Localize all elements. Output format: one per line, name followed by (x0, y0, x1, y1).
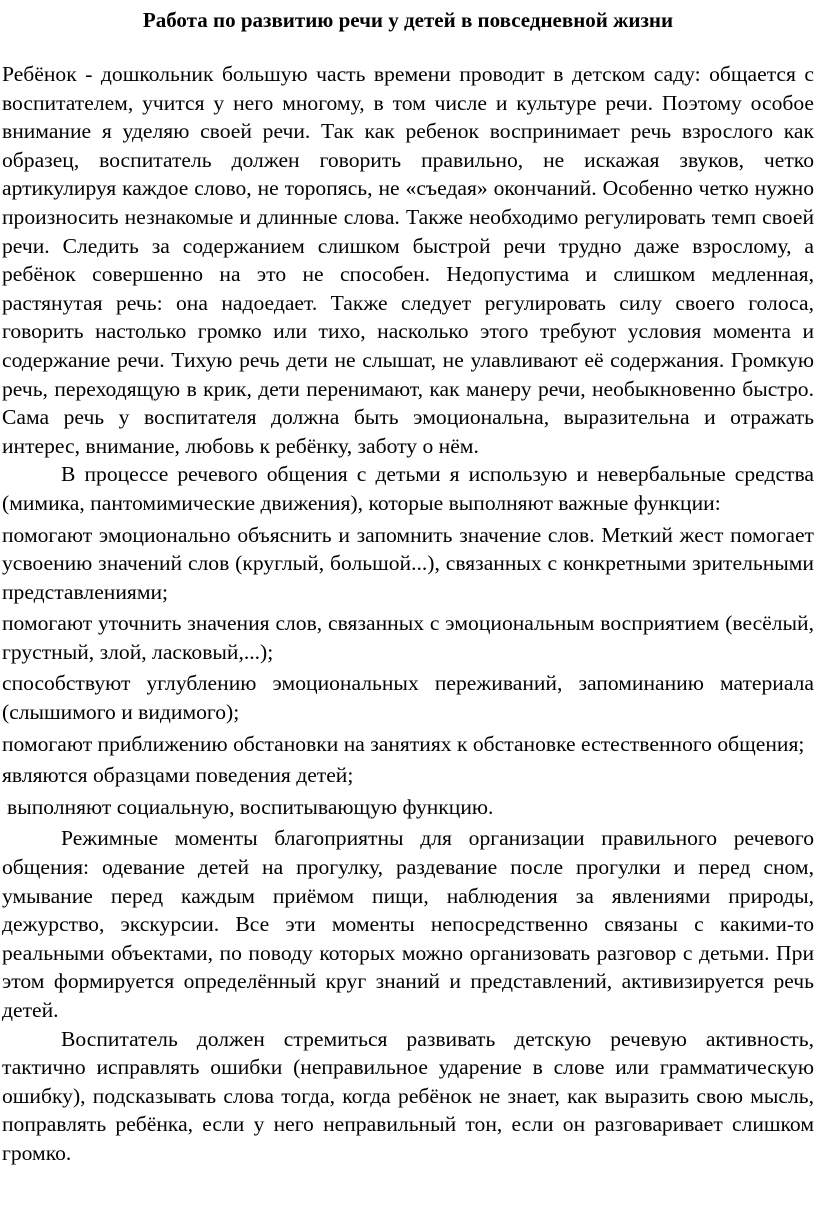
function-item: выполняют социальную, воспитывающую функцию. (7, 794, 494, 819)
function-item: являются образцами поведения детей; (2, 763, 354, 788)
paragraph-intro: Ребёнок - дошкольник большую часть времени проводит в детском саду: общается с воспитателем, учится у него многому, в том числе и культуре речи. Поэтому особое внимание я уделяю своей речи. Так как ребенок воспринимает речь взрослого как образец, воспитатель должен говорить правильно, не искажая звуков, четко артикулируя каждое слово, не торопясь, не «съедая» окончаний. Особенно четко нужно произносить незнакомые и длинные слова. Также необходимо регулировать темп своей речи. Следить за содержанием слишком быстрой речи трудно даже взрослому, а ребёнок совершенно на это не способен. Недопустима и слишком медленная, растянутая речь: она надоедает. Также следует регулировать силу своего голоса, говорить настолько громко или тихо, насколько этого требуют условия момента и содержание речи. Тихую речь дети не слышат, не улавливают её содержания. Громкую речь, переходящую в крик, дети перенимают, как манеру речи, необыкновенно быстро. Сама речь у воспитателя должна быть эмоциональна, выразительна и отражать интерес, внимание, любовь к ребёнку, заботу о нём. (2, 62, 814, 458)
document-title: Работа по развитию речи у детей в повседневной жизни (142, 8, 674, 32)
function-item: способствуют углублению эмоциональных переживаний, запоминанию материала (слышимого и видимого); (2, 671, 814, 725)
function-item: помогают приближению обстановки на занятиях к обстановке естественного общения; (2, 731, 805, 756)
function-item: помогают уточнить значения слов, связанных с эмоциональным восприятием (весёлый, грустный, злой, ласковый,...); (2, 611, 814, 664)
paragraph-routine-moments: Режимные моменты благоприятны для организации правильного речевого общения: одевание детей на прогулку, раздевание после прогулки и перед сном, умывание перед каждым приёмом пищи, наблюдения за явлениями природы, дежурство, экскурсии. Все эти моменты непосредственно связаны с какими-то реальными объектами, по поводу которых можно организовать разговор с детьми. При этом формируется определённый круг знаний и представлений, активизируется речь детей. (2, 826, 814, 1022)
paragraph-educator-role: Воспитатель должен стремиться развивать детскую речевую активность, тактично исправлять ошибки (неправильное ударение в слове или грамматическую ошибку), подсказывать слова тогда, когда ребёнок не знает, как выразить свою мысль, поправлять ребёнка, если у него неправильный тон, если он разговаривает слишком громко. (2, 1026, 814, 1165)
function-item: помогают эмоционально объяснить и запомнить значение слов. Меткий жест помогает усвоению значений слов (круглый, большой...), связанных с конкретными зрительными представлениями; (2, 522, 814, 604)
paragraph-nonverbal: В процессе речевого общения с детьми я использую и невербальные средства (мимика, пантомимические движения), которые выполняют важные функции: (2, 462, 814, 515)
